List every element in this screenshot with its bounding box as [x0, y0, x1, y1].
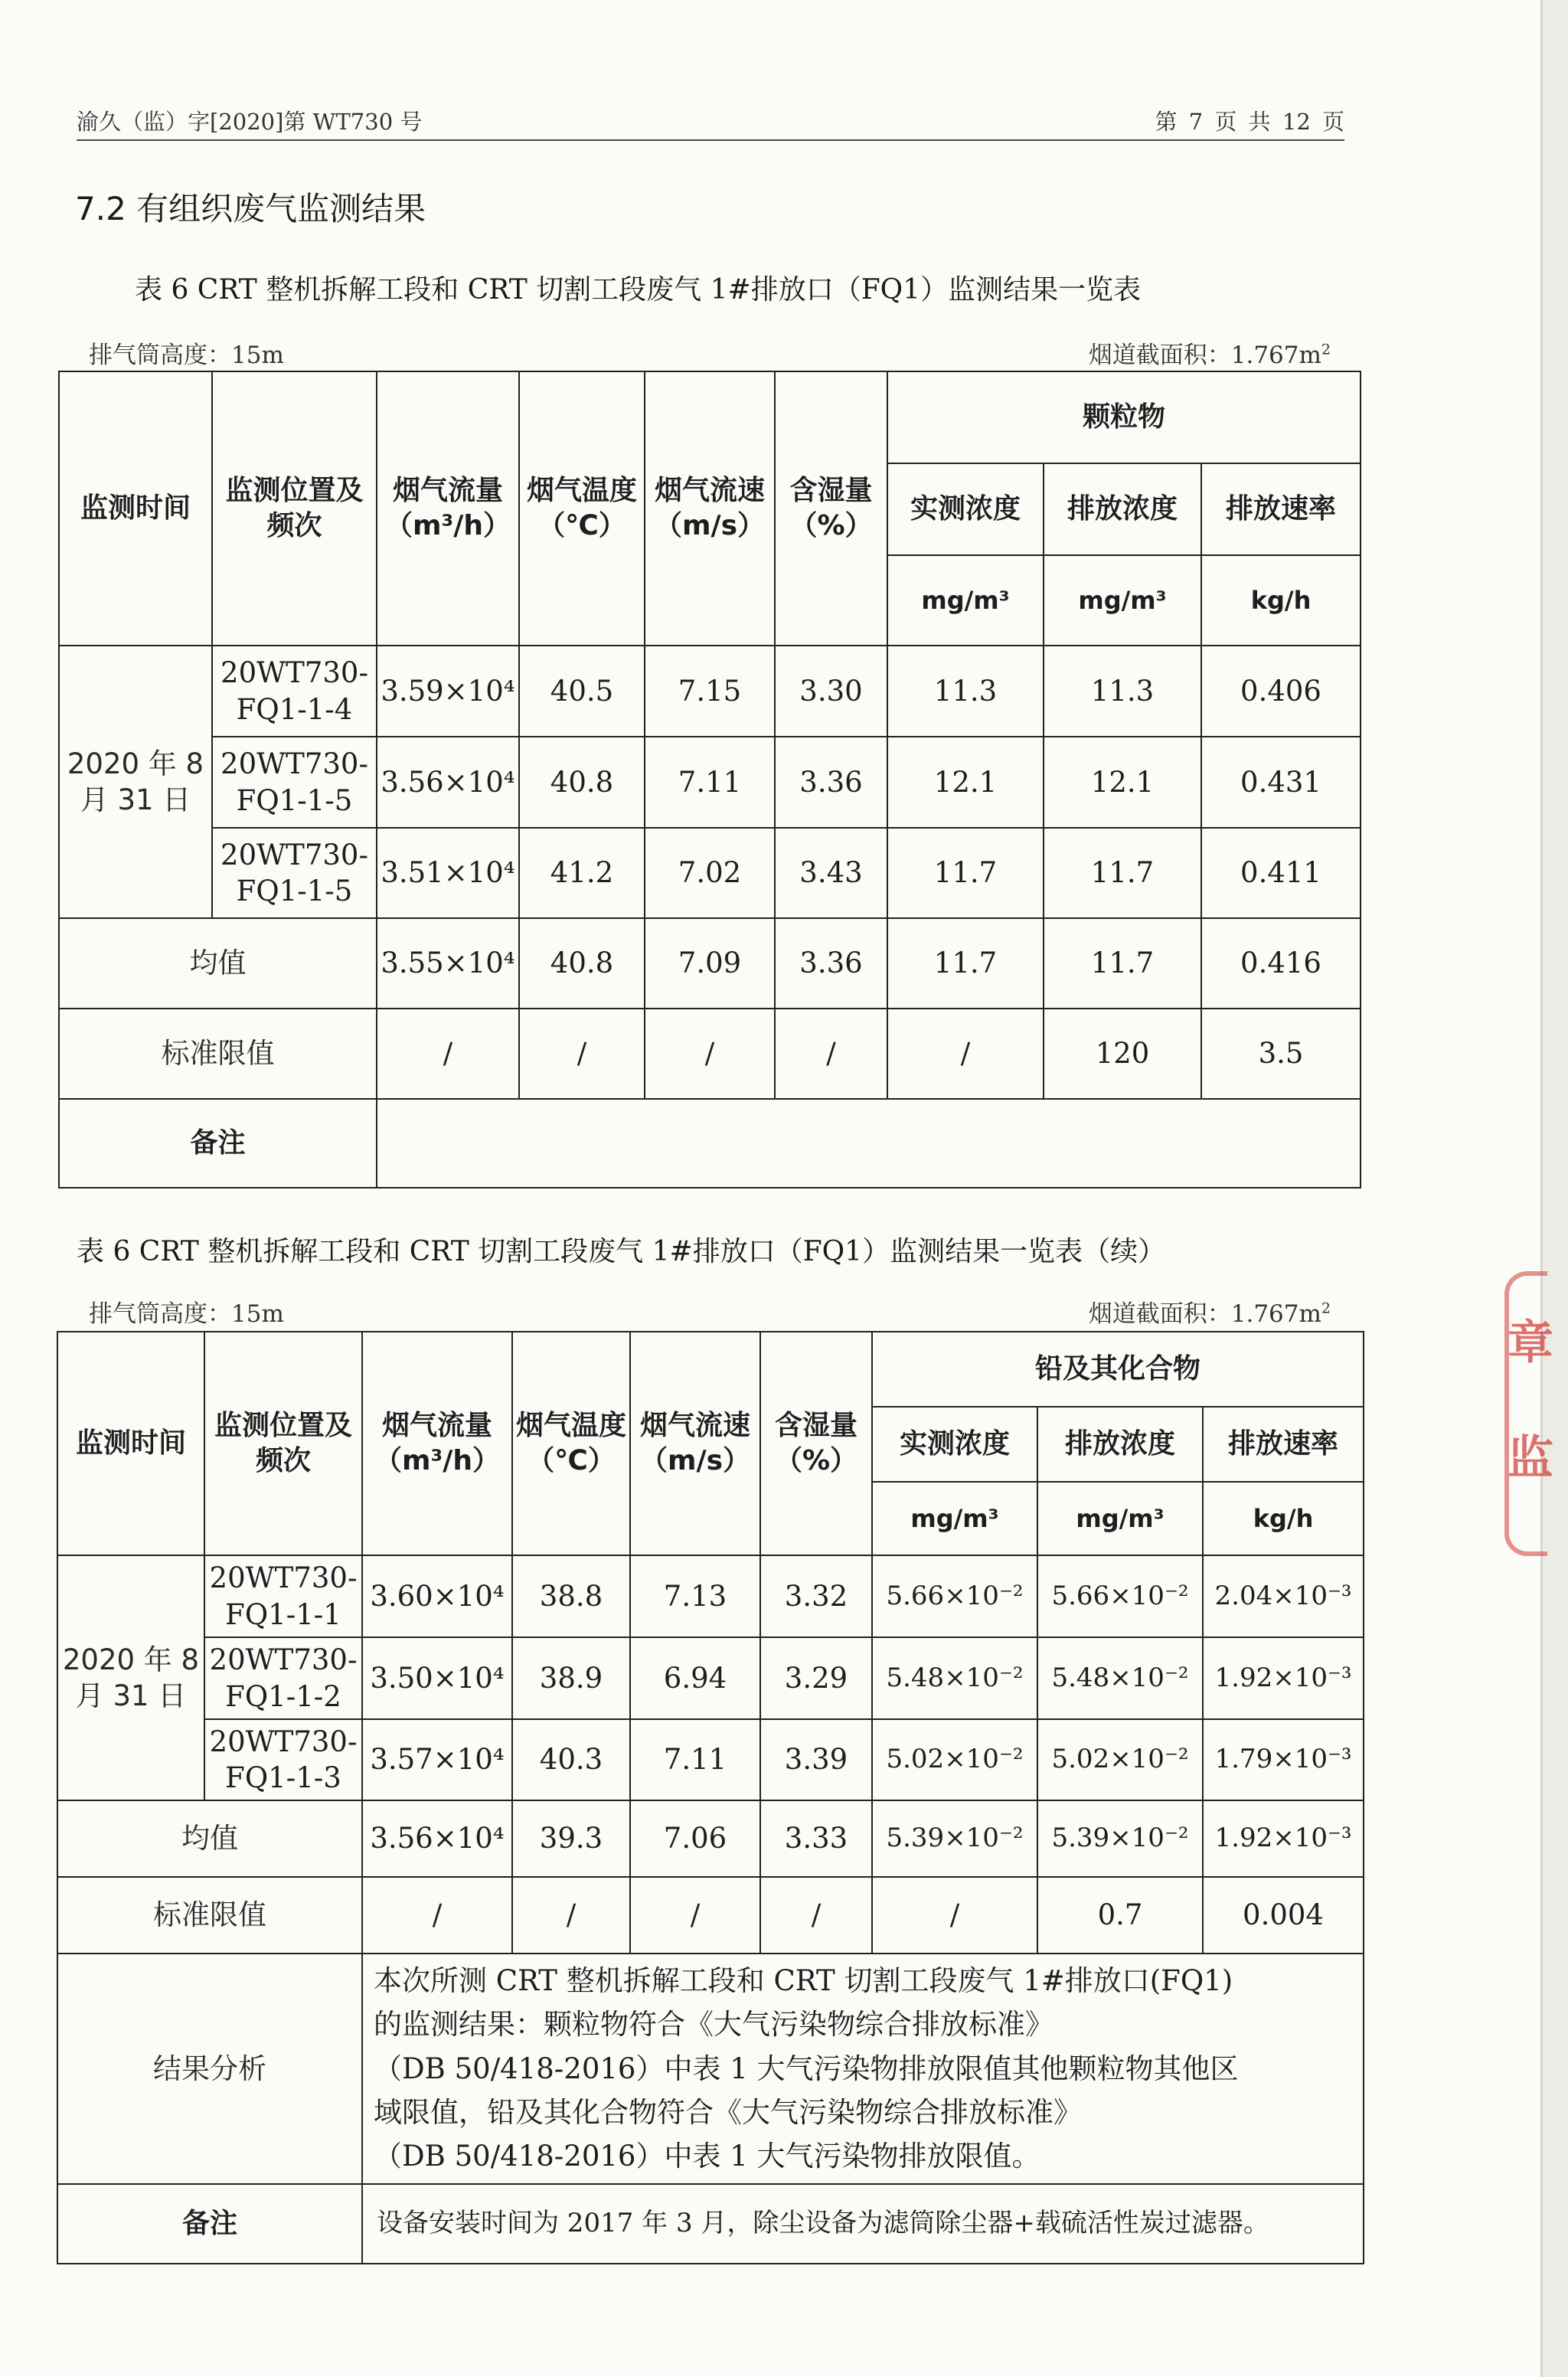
note-text: 设备安装时间为 2017 年 3 月，除尘设备为滤筒除尘器+载硫活性炭过滤器。 [362, 2184, 1364, 2264]
table-row [57, 1719, 1364, 1800]
col-measured-header: 实测浓度 [887, 463, 1044, 555]
analysis-line: （DB 50/418-2016）中表 1 大气污染物排放限值。 [374, 2140, 1040, 2173]
table-row [59, 737, 1361, 828]
measured-value: 11.3 [887, 646, 1044, 737]
col-time-header: 监测时间 [57, 1332, 204, 1555]
temp-value: 40.8 [519, 918, 645, 1009]
sample-id: 20WT730-FQ1-1-3 [204, 1719, 362, 1800]
temp-value: / [519, 1009, 645, 1099]
table-row [59, 646, 1361, 737]
rate-value: 1.79×10⁻³ [1203, 1719, 1364, 1800]
stamp-char: 监 [1508, 1431, 1553, 1485]
col-position-header: 监测位置及频次 [204, 1332, 362, 1555]
limit-label: 标准限值 [57, 1877, 362, 1954]
flow-value: 3.51×10⁴ [377, 828, 519, 918]
analysis-line: 域限值，铅及其化合物符合《大气污染物综合排放标准》 [374, 2096, 1082, 2130]
col-rate-header: 排放速率 [1203, 1407, 1364, 1482]
col-position-header: 监测位置及频次 [212, 371, 377, 646]
emission-value: 5.02×10⁻² [1037, 1719, 1203, 1800]
sample-id: 20WT730-FQ1-1-1 [204, 1555, 362, 1637]
measured-value: / [887, 1009, 1044, 1099]
temp-value: 40.3 [512, 1719, 630, 1800]
limit-row [59, 1009, 1361, 1099]
table-row [57, 1555, 1364, 1637]
col-flow-header: 烟气流量（m³/h） [377, 371, 519, 646]
speed-value: / [645, 1009, 775, 1099]
sample-id: 20WT730-FQ1-1-5 [212, 828, 377, 918]
red-seal-stamp [1504, 1271, 1553, 1556]
col-flow-header: 烟气流量（m³/h） [362, 1332, 512, 1555]
rate-value: 0.411 [1201, 828, 1361, 918]
col-emission-header: 排放浓度 [1044, 463, 1201, 555]
analysis-label: 结果分析 [57, 1954, 362, 2184]
unit-measured: mg/m³ [872, 1482, 1037, 1555]
measured-value: 11.7 [887, 918, 1044, 1009]
mean-label: 均值 [57, 1800, 362, 1877]
measured-value: / [872, 1877, 1037, 1954]
speed-value: 7.11 [630, 1719, 760, 1800]
note-text [377, 1099, 1361, 1188]
speed-value: 7.15 [645, 646, 775, 737]
table1-stack-height: 排气筒高度：15m [89, 342, 284, 369]
speed-value: 7.13 [630, 1555, 760, 1637]
speed-value: 6.94 [630, 1637, 760, 1719]
rate-value: 1.92×10⁻³ [1203, 1637, 1364, 1719]
emission-value: 12.1 [1044, 737, 1201, 828]
rate-value: 0.431 [1201, 737, 1361, 828]
sampling-date: 2020 年 8 月 31 日 [57, 1555, 204, 1800]
rate-value: 3.5 [1201, 1009, 1361, 1099]
moisture-value: / [760, 1877, 872, 1954]
measured-value: 5.02×10⁻² [872, 1719, 1037, 1800]
sample-id: 20WT730-FQ1-1-5 [212, 737, 377, 828]
section-title: 7.2 有组织废气监测结果 [75, 190, 426, 227]
unit-measured: mg/m³ [887, 555, 1044, 646]
unit-emission: mg/m³ [1044, 555, 1201, 646]
limit-row [57, 1877, 1364, 1954]
speed-value: 7.11 [645, 737, 775, 828]
page-header [77, 101, 1344, 141]
limit-label: 标准限值 [59, 1009, 377, 1099]
pollutant-header: 颗粒物 [887, 371, 1361, 463]
unit-rate: kg/h [1203, 1482, 1364, 1555]
measured-value: 11.7 [887, 828, 1044, 918]
moisture-value: 3.29 [760, 1637, 872, 1719]
col-moisture-header: 含湿量（%） [760, 1332, 872, 1555]
note-label: 备注 [59, 1099, 377, 1188]
table2-caption: 表 6 CRT 整机拆解工段和 CRT 切割工段废气 1#排放口（FQ1）监测结果一览表（续） [77, 1236, 1166, 1267]
analysis-line: （DB 50/418-2016）中表 1 大气污染物排放限值其他颗粒物其他区 [374, 2052, 1239, 2085]
table1-flue-area: 烟道截面积：$1.767m^2$ [1088, 341, 1331, 369]
col-measured-header: 实测浓度 [872, 1407, 1037, 1482]
moisture-value: 3.43 [775, 828, 887, 918]
rate-value: 1.92×10⁻³ [1203, 1800, 1364, 1877]
temp-value: 40.5 [519, 646, 645, 737]
page-edge [1543, 0, 1568, 2377]
table2-stack-height: 排气筒高度：15m [89, 1300, 284, 1328]
temp-value: 40.8 [519, 737, 645, 828]
moisture-value: 3.32 [760, 1555, 872, 1637]
emission-value: 120 [1044, 1009, 1201, 1099]
table2 [57, 1331, 1364, 2264]
col-moisture-header: 含湿量（%） [775, 371, 887, 646]
rate-value: 0.406 [1201, 646, 1361, 737]
temp-value: 39.3 [512, 1800, 630, 1877]
report-number: 渝久（监）字[2020]第 WT730 号 [77, 109, 423, 135]
moisture-value: / [775, 1009, 887, 1099]
mean-row [57, 1800, 1364, 1877]
emission-value: 5.39×10⁻² [1037, 1800, 1203, 1877]
flow-value: 3.57×10⁴ [362, 1719, 512, 1800]
col-temp-header: 烟气温度（℃） [519, 371, 645, 646]
emission-value: 5.48×10⁻² [1037, 1637, 1203, 1719]
emission-value: 0.7 [1037, 1877, 1203, 1954]
speed-value: 7.09 [645, 918, 775, 1009]
table-row [57, 1637, 1364, 1719]
table1-caption: 表 6 CRT 整机拆解工段和 CRT 切割工段废气 1#排放口（FQ1）监测结果一览表 [135, 274, 1142, 306]
table-row [59, 828, 1361, 918]
measured-value: 5.66×10⁻² [872, 1555, 1037, 1637]
col-speed-header: 烟气流速（m/s） [645, 371, 775, 646]
note-row [57, 2184, 1364, 2264]
analysis-row [57, 1954, 1364, 2184]
temp-value: 41.2 [519, 828, 645, 918]
emission-value: 11.3 [1044, 646, 1201, 737]
flow-value: 3.55×10⁴ [377, 918, 519, 1009]
unit-rate: kg/h [1201, 555, 1361, 646]
rate-value: 2.04×10⁻³ [1203, 1555, 1364, 1637]
flow-value: / [362, 1877, 512, 1954]
mean-row [59, 918, 1361, 1009]
table2-flue-area: 烟道截面积：$1.767m^2$ [1088, 1300, 1331, 1328]
note-label: 备注 [57, 2184, 362, 2264]
flow-value: 3.56×10⁴ [362, 1800, 512, 1877]
emission-value: 11.7 [1044, 828, 1201, 918]
unit-emission: mg/m³ [1037, 1482, 1203, 1555]
flow-value: 3.56×10⁴ [377, 737, 519, 828]
moisture-value: 3.36 [775, 737, 887, 828]
flow-value: 3.59×10⁴ [377, 646, 519, 737]
moisture-value: 3.39 [760, 1719, 872, 1800]
temp-value: / [512, 1877, 630, 1954]
measured-value: 5.39×10⁻² [872, 1800, 1037, 1877]
stamp-char: 章 [1508, 1316, 1553, 1370]
col-rate-header: 排放速率 [1201, 463, 1361, 555]
emission-value: 5.66×10⁻² [1037, 1555, 1203, 1637]
sample-id: 20WT730-FQ1-1-2 [204, 1637, 362, 1719]
rate-value: 0.416 [1201, 918, 1361, 1009]
speed-value: 7.06 [630, 1800, 760, 1877]
pollutant-header: 铅及其化合物 [872, 1332, 1364, 1407]
sample-id: 20WT730-FQ1-1-4 [212, 646, 377, 737]
col-temp-header: 烟气温度（℃） [512, 1332, 630, 1555]
temp-value: 38.9 [512, 1637, 630, 1719]
sampling-date: 2020 年 8 月 31 日 [59, 646, 212, 918]
speed-value: / [630, 1877, 760, 1954]
col-emission-header: 排放浓度 [1037, 1407, 1203, 1482]
speed-value: 7.02 [645, 828, 775, 918]
temp-value: 38.8 [512, 1555, 630, 1637]
flow-value: 3.60×10⁴ [362, 1555, 512, 1637]
analysis-line: 本次所测 CRT 整机拆解工段和 CRT 切割工段废气 1#排放口(FQ1) [374, 1964, 1233, 1997]
measured-value: 5.48×10⁻² [872, 1637, 1037, 1719]
analysis-line: 的监测结果：颗粒物符合《大气污染物综合排放标准》 [374, 2008, 1054, 2042]
moisture-value: 3.36 [775, 918, 887, 1009]
col-speed-header: 烟气流速（m/s） [630, 1332, 760, 1555]
measured-value: 12.1 [887, 737, 1044, 828]
mean-label: 均值 [59, 918, 377, 1009]
page-number: 第 7 页 共 12 页 [1155, 109, 1344, 135]
flow-value: / [377, 1009, 519, 1099]
table1 [58, 371, 1361, 1188]
emission-value: 11.7 [1044, 918, 1201, 1009]
moisture-value: 3.30 [775, 646, 887, 737]
moisture-value: 3.33 [760, 1800, 872, 1877]
analysis-text [362, 1954, 1364, 2184]
col-time-header: 监测时间 [59, 371, 212, 646]
note-row [59, 1099, 1361, 1188]
flow-value: 3.50×10⁴ [362, 1637, 512, 1719]
rate-value: 0.004 [1203, 1877, 1364, 1954]
